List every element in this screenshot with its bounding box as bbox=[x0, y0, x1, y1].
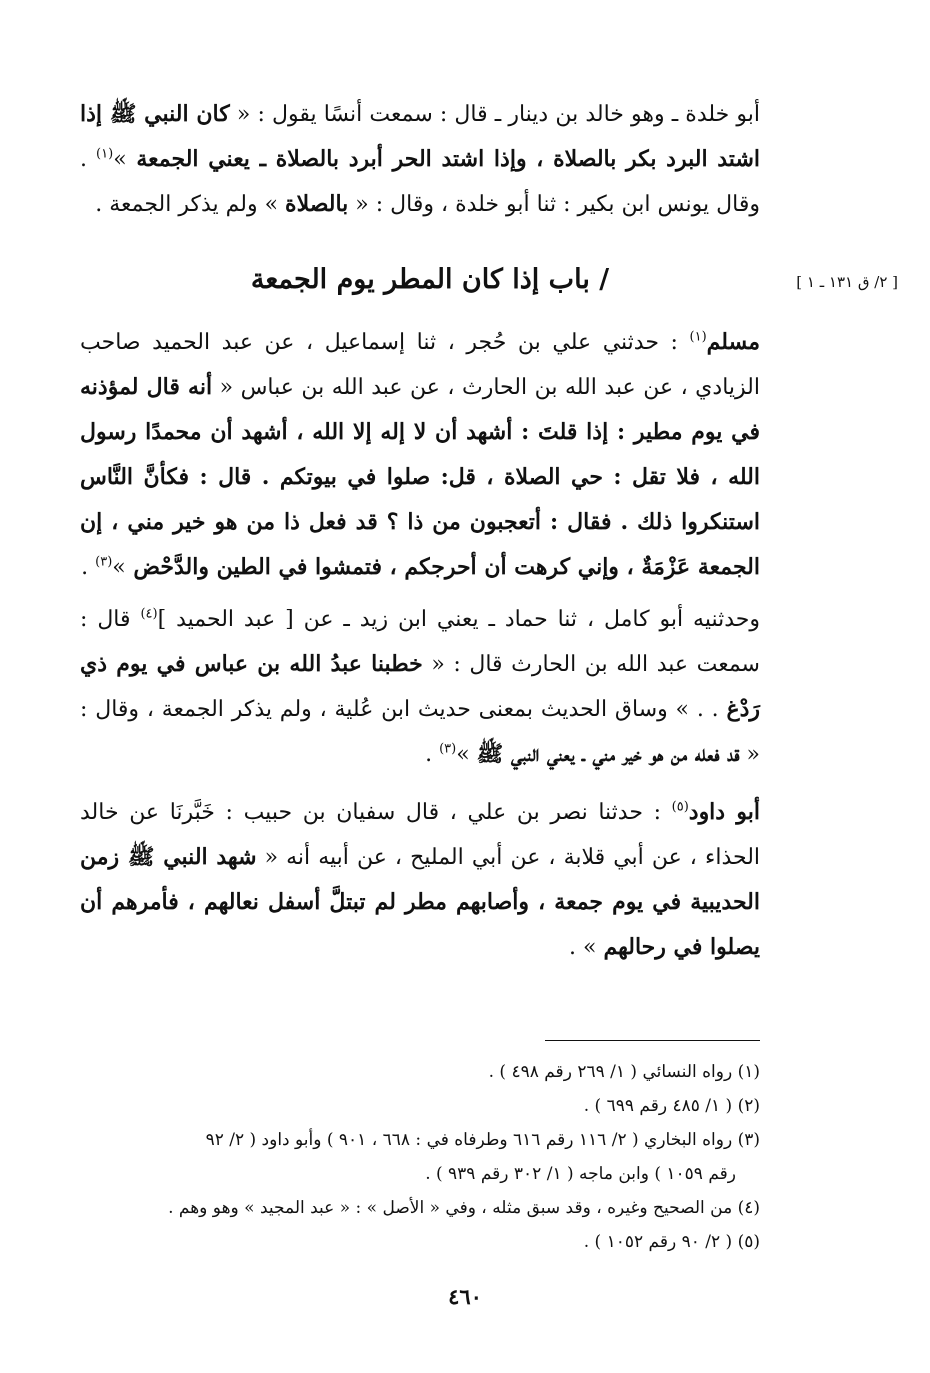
hadith-paragraph-3 bbox=[80, 597, 760, 777]
footnote-ref: (٣) bbox=[95, 554, 113, 570]
narration-chain: : حدثني علي بن حُجر ، ثنا إسماعيل ، عن عبد الحميد صاحب الزيادي ، عن عبد الله بن الحارث ، عن عبد الله بن عباس « bbox=[80, 330, 760, 400]
source-name: مسلم bbox=[706, 329, 760, 355]
hadith-text: خطبنا عبدُ الله بن عباس في يوم ذي رَدْغ bbox=[80, 651, 760, 722]
punctuation: . bbox=[425, 742, 440, 767]
footnotes-list bbox=[30, 1055, 760, 1259]
hadith-paragraph-2 bbox=[80, 320, 760, 590]
footnote-item: (٢) ( ١/ ٤٨٥ رقم ٦٩٩ ) . bbox=[583, 1096, 760, 1116]
hadith-text: شهد النبي ﷺ زمن الحديبية في يوم جمعة ، وأصابهم مطر لم تبتلَّ أسفل نعالهم ، فأمرهم أن يصلوا في رحالهم bbox=[80, 844, 760, 960]
quote-close: » bbox=[113, 147, 127, 172]
footnote-separator bbox=[545, 1040, 760, 1041]
narration-chain: وحدثنيه أبو كامل ، ثنا حماد ـ يعني ابن زيد ـ عن [ عبد الحميد ] bbox=[157, 607, 760, 632]
footnote-item: (٥) ( ٢/ ٩٠ رقم ١٠٥٢ ) . bbox=[583, 1232, 760, 1252]
footnote-ref: (٣) bbox=[439, 741, 457, 757]
quote-close: » bbox=[112, 555, 126, 580]
footnote-ref: (١) bbox=[689, 329, 707, 345]
footnote-ref: (٥) bbox=[671, 799, 689, 815]
narration-chain: أبو خلدة ـ وهو خالد بن دينار ـ قال : سمعت أنسًا يقول : « bbox=[229, 102, 760, 127]
quote-close: » . bbox=[569, 935, 604, 960]
page-number: ٤٦٠ bbox=[448, 1284, 482, 1309]
narration-chain: قال : سمعت عبد الله بن الحارث قال : « bbox=[80, 607, 760, 677]
quote-close: » bbox=[456, 742, 477, 767]
footnote-item: (٤) من الصحيح وغيره ، وقد سبق مثله ، وفي « الأصل » : « عبد المجيد » وهو وهم . bbox=[168, 1198, 760, 1218]
source-name: أبو داود bbox=[688, 799, 760, 825]
hadith-paragraph-1 bbox=[80, 92, 760, 227]
hadith-text: كان النبي ﷺ إذا اشتد البرد بكر بالصلاة ، وإذا اشتد الحر أبرد بالصلاة ـ يعني الجمعة bbox=[80, 101, 760, 172]
footnote-item: (١) رواه النسائي ( ١/ ٢٦٩ رقم ٤٩٨ ) . bbox=[488, 1062, 760, 1082]
narration-chain: » ولم يذكر الجمعة . bbox=[95, 192, 286, 217]
footnote-item: (٣) رواه البخاري ( ٢/ ١١٦ رقم ٦١٦ وطرفاه في : ٦٦٨ ، ٩٠١ ) وأبو داود ( ٢/ ٩٢ bbox=[205, 1130, 760, 1150]
footnote-ref: (١) bbox=[96, 146, 114, 162]
paragraph-text bbox=[80, 790, 760, 970]
chapter-heading: / باب إذا كان المطر يوم الجمعة bbox=[250, 264, 610, 295]
hadith-text: بالصلاة bbox=[285, 191, 349, 217]
narration-chain: . . » وساق الحديث بمعنى حديث ابن عُلية ، ولم يذكر الجمعة ، وقال : « bbox=[80, 697, 760, 767]
hadith-text: أنه قال لمؤذنه في يوم مطير : إذا قلتَ : أشهد أن لا إله إلا الله ، أشهد أن محمدًا رسول الله ، فلا تقل : حي الصلاة ، قل: صلوا في بيوتكم . قال : فكأنَّ النَّاس استنكروا ذلك . فقال : أتعجبون من ذا ؟ قد فعل ذا من هو خير مني ، إن الجمعة عَزْمَةٌ ، وإني كرهت أن أحرجكم ، فتمشوا في الطين والدَّحْض bbox=[80, 374, 760, 580]
narration-chain: . وقال يونس ابن بكير : ثنا أبو خلدة ، وقال : « bbox=[80, 147, 760, 217]
hadith-paragraph-4 bbox=[80, 790, 760, 970]
hadith-text: قد فعله من هو خير مني ـ يعني النبي ﷺ bbox=[476, 741, 740, 767]
paragraph-text bbox=[80, 320, 760, 590]
narration-chain: : حدثنا نصر بن علي ، قال سفيان بن حبيب : خَبَّرنَا عن خالد الحذاء ، عن أبي قلابة ، عن أبي المليح ، عن أبيه أنه « bbox=[80, 800, 761, 870]
manuscript-folio-note: [ ٢/ ق ١٣١ ـ ١ ] bbox=[796, 273, 898, 291]
punctuation: . bbox=[81, 555, 96, 580]
paragraph-text bbox=[80, 597, 760, 777]
footnote-item-continued: رقم ١٠٥٩ ) وابن ماجه ( ١/ ٣٠٢ رقم ٩٣٩ ) . bbox=[425, 1164, 736, 1184]
footnote-ref: (٤) bbox=[140, 606, 158, 622]
paragraph-text bbox=[80, 92, 760, 227]
